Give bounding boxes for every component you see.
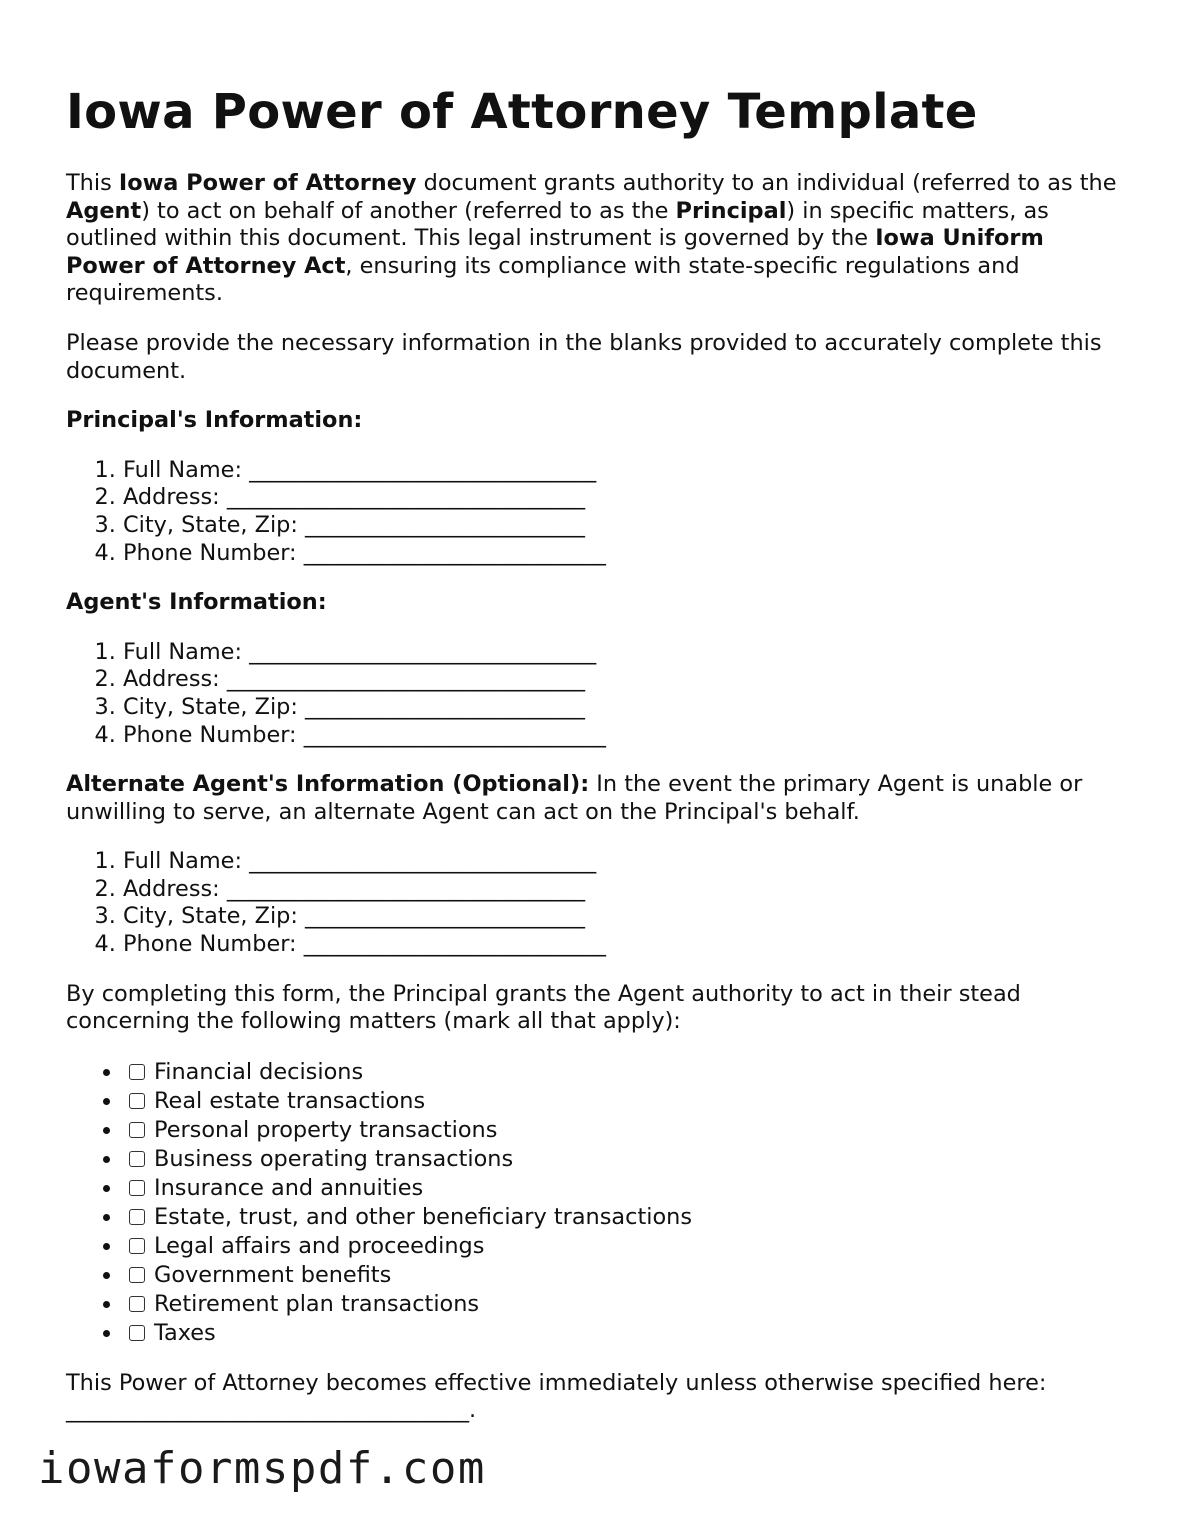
- power-label: Real estate transactions: [154, 1087, 426, 1114]
- power-label: Taxes: [154, 1319, 216, 1346]
- checkbox-icon[interactable]: [129, 1325, 145, 1341]
- checkbox-icon[interactable]: [129, 1064, 145, 1080]
- principal-full-name-field[interactable]: 1. Full Name: _______________________________: [123, 457, 1126, 485]
- checkbox-icon[interactable]: [129, 1180, 145, 1196]
- power-item[interactable]: [123, 1319, 1126, 1348]
- intro-text-1: This: [66, 170, 119, 196]
- principal-city-state-zip-field[interactable]: 3. City, State, Zip: _________________________: [123, 512, 1126, 540]
- intro-text-5: , ensuring its compliance with state-specific regulations and requirements.: [66, 252, 1020, 307]
- power-label: Legal affairs and proceedings: [154, 1232, 485, 1259]
- alternate-agent-text: In the event the primary Agent is unable or unwilling to serve, an alternate Agent can act on the Principal's behalf.: [66, 771, 1083, 825]
- power-item[interactable]: [123, 1058, 1126, 1087]
- power-item[interactable]: [123, 1145, 1126, 1174]
- intro-bold-3: Principal: [675, 197, 787, 224]
- agent-heading: Agent's Information:: [66, 589, 327, 616]
- principal-phone-field[interactable]: 4. Phone Number: ___________________________: [123, 540, 1126, 568]
- grant-paragraph: By completing this form, the Principal grants the Agent authority to act in their stead concerning the following matters (mark all that apply):: [66, 980, 1021, 1035]
- agent-city-state-zip-field[interactable]: 3. City, State, Zip: _________________________: [123, 694, 1126, 722]
- intro-text-2: document grants authority to an individual (referred to as the: [416, 170, 1117, 196]
- power-item[interactable]: [123, 1232, 1126, 1261]
- effective-text: This Power of Attorney becomes effective immediately unless otherwise specified here:: [66, 1369, 1047, 1396]
- power-label: Estate, trust, and other beneficiary transactions: [154, 1203, 692, 1230]
- instructions-paragraph: Please provide the necessary information in the blanks provided to accurately complete this document.: [66, 329, 1102, 384]
- power-label: Financial decisions: [154, 1058, 364, 1085]
- power-item[interactable]: [123, 1116, 1126, 1145]
- intro-bold-1: Iowa Power of Attorney: [118, 170, 417, 196]
- checkbox-icon[interactable]: [129, 1093, 145, 1109]
- alternate-city-state-zip-field[interactable]: 3. City, State, Zip: _________________________: [123, 903, 1126, 931]
- alternate-agent-fields: [66, 848, 1126, 958]
- power-label: Business operating transactions: [154, 1145, 514, 1172]
- alternate-agent-heading: Alternate Agent's Information (Optional):: [66, 771, 590, 798]
- intro-bold-4: Iowa Uniform Power of Attorney Act: [66, 225, 1044, 279]
- agent-full-name-field[interactable]: 1. Full Name: _______________________________: [123, 639, 1126, 667]
- document-title: Iowa Power of Attorney Template: [66, 84, 978, 140]
- power-item[interactable]: [123, 1203, 1126, 1232]
- alternate-address-field[interactable]: 2. Address: ________________________________: [123, 876, 1126, 904]
- checkbox-icon[interactable]: [129, 1238, 145, 1254]
- principal-address-field[interactable]: 2. Address: ________________________________: [123, 484, 1126, 512]
- checkbox-icon[interactable]: [129, 1209, 145, 1225]
- powers-list: [66, 1058, 1126, 1348]
- checkbox-icon[interactable]: [129, 1151, 145, 1167]
- document-page: [66, 82, 1126, 1447]
- principal-heading: Principal's Information:: [66, 407, 363, 434]
- checkbox-icon[interactable]: [129, 1296, 145, 1312]
- power-label: Personal property transactions: [154, 1116, 498, 1143]
- power-item[interactable]: [123, 1290, 1126, 1319]
- alternate-phone-field[interactable]: 4. Phone Number: ___________________________: [123, 931, 1126, 959]
- power-label: Insurance and annuities: [154, 1174, 424, 1201]
- effective-date-blank[interactable]: ____________________________________.: [66, 1397, 477, 1424]
- power-item[interactable]: [123, 1087, 1126, 1116]
- alternate-agent-paragraph: [66, 771, 1126, 826]
- alternate-full-name-field[interactable]: 1. Full Name: _______________________________: [123, 848, 1126, 876]
- site-watermark: iowaformspdf.com: [38, 1443, 486, 1494]
- intro-text-3: ) to act on behalf of another (referred to as the: [141, 197, 676, 224]
- principal-fields: [66, 457, 1126, 567]
- intro-bold-2: Agent: [66, 197, 142, 224]
- agent-phone-field[interactable]: 4. Phone Number: ___________________________: [123, 722, 1126, 750]
- power-label: Retirement plan transactions: [154, 1290, 480, 1317]
- power-item[interactable]: [123, 1261, 1126, 1290]
- agent-fields: [66, 639, 1126, 749]
- intro-text-4: ) in specific matters, as outlined within this document. This legal instrument is governed by the: [66, 197, 1049, 252]
- effective-paragraph: [66, 1370, 1126, 1425]
- power-label: Government benefits: [154, 1261, 392, 1288]
- power-item[interactable]: [123, 1174, 1126, 1203]
- checkbox-icon[interactable]: [129, 1122, 145, 1138]
- agent-address-field[interactable]: 2. Address: ________________________________: [123, 666, 1126, 694]
- intro-paragraph: [66, 170, 1126, 308]
- checkbox-icon[interactable]: [129, 1267, 145, 1283]
